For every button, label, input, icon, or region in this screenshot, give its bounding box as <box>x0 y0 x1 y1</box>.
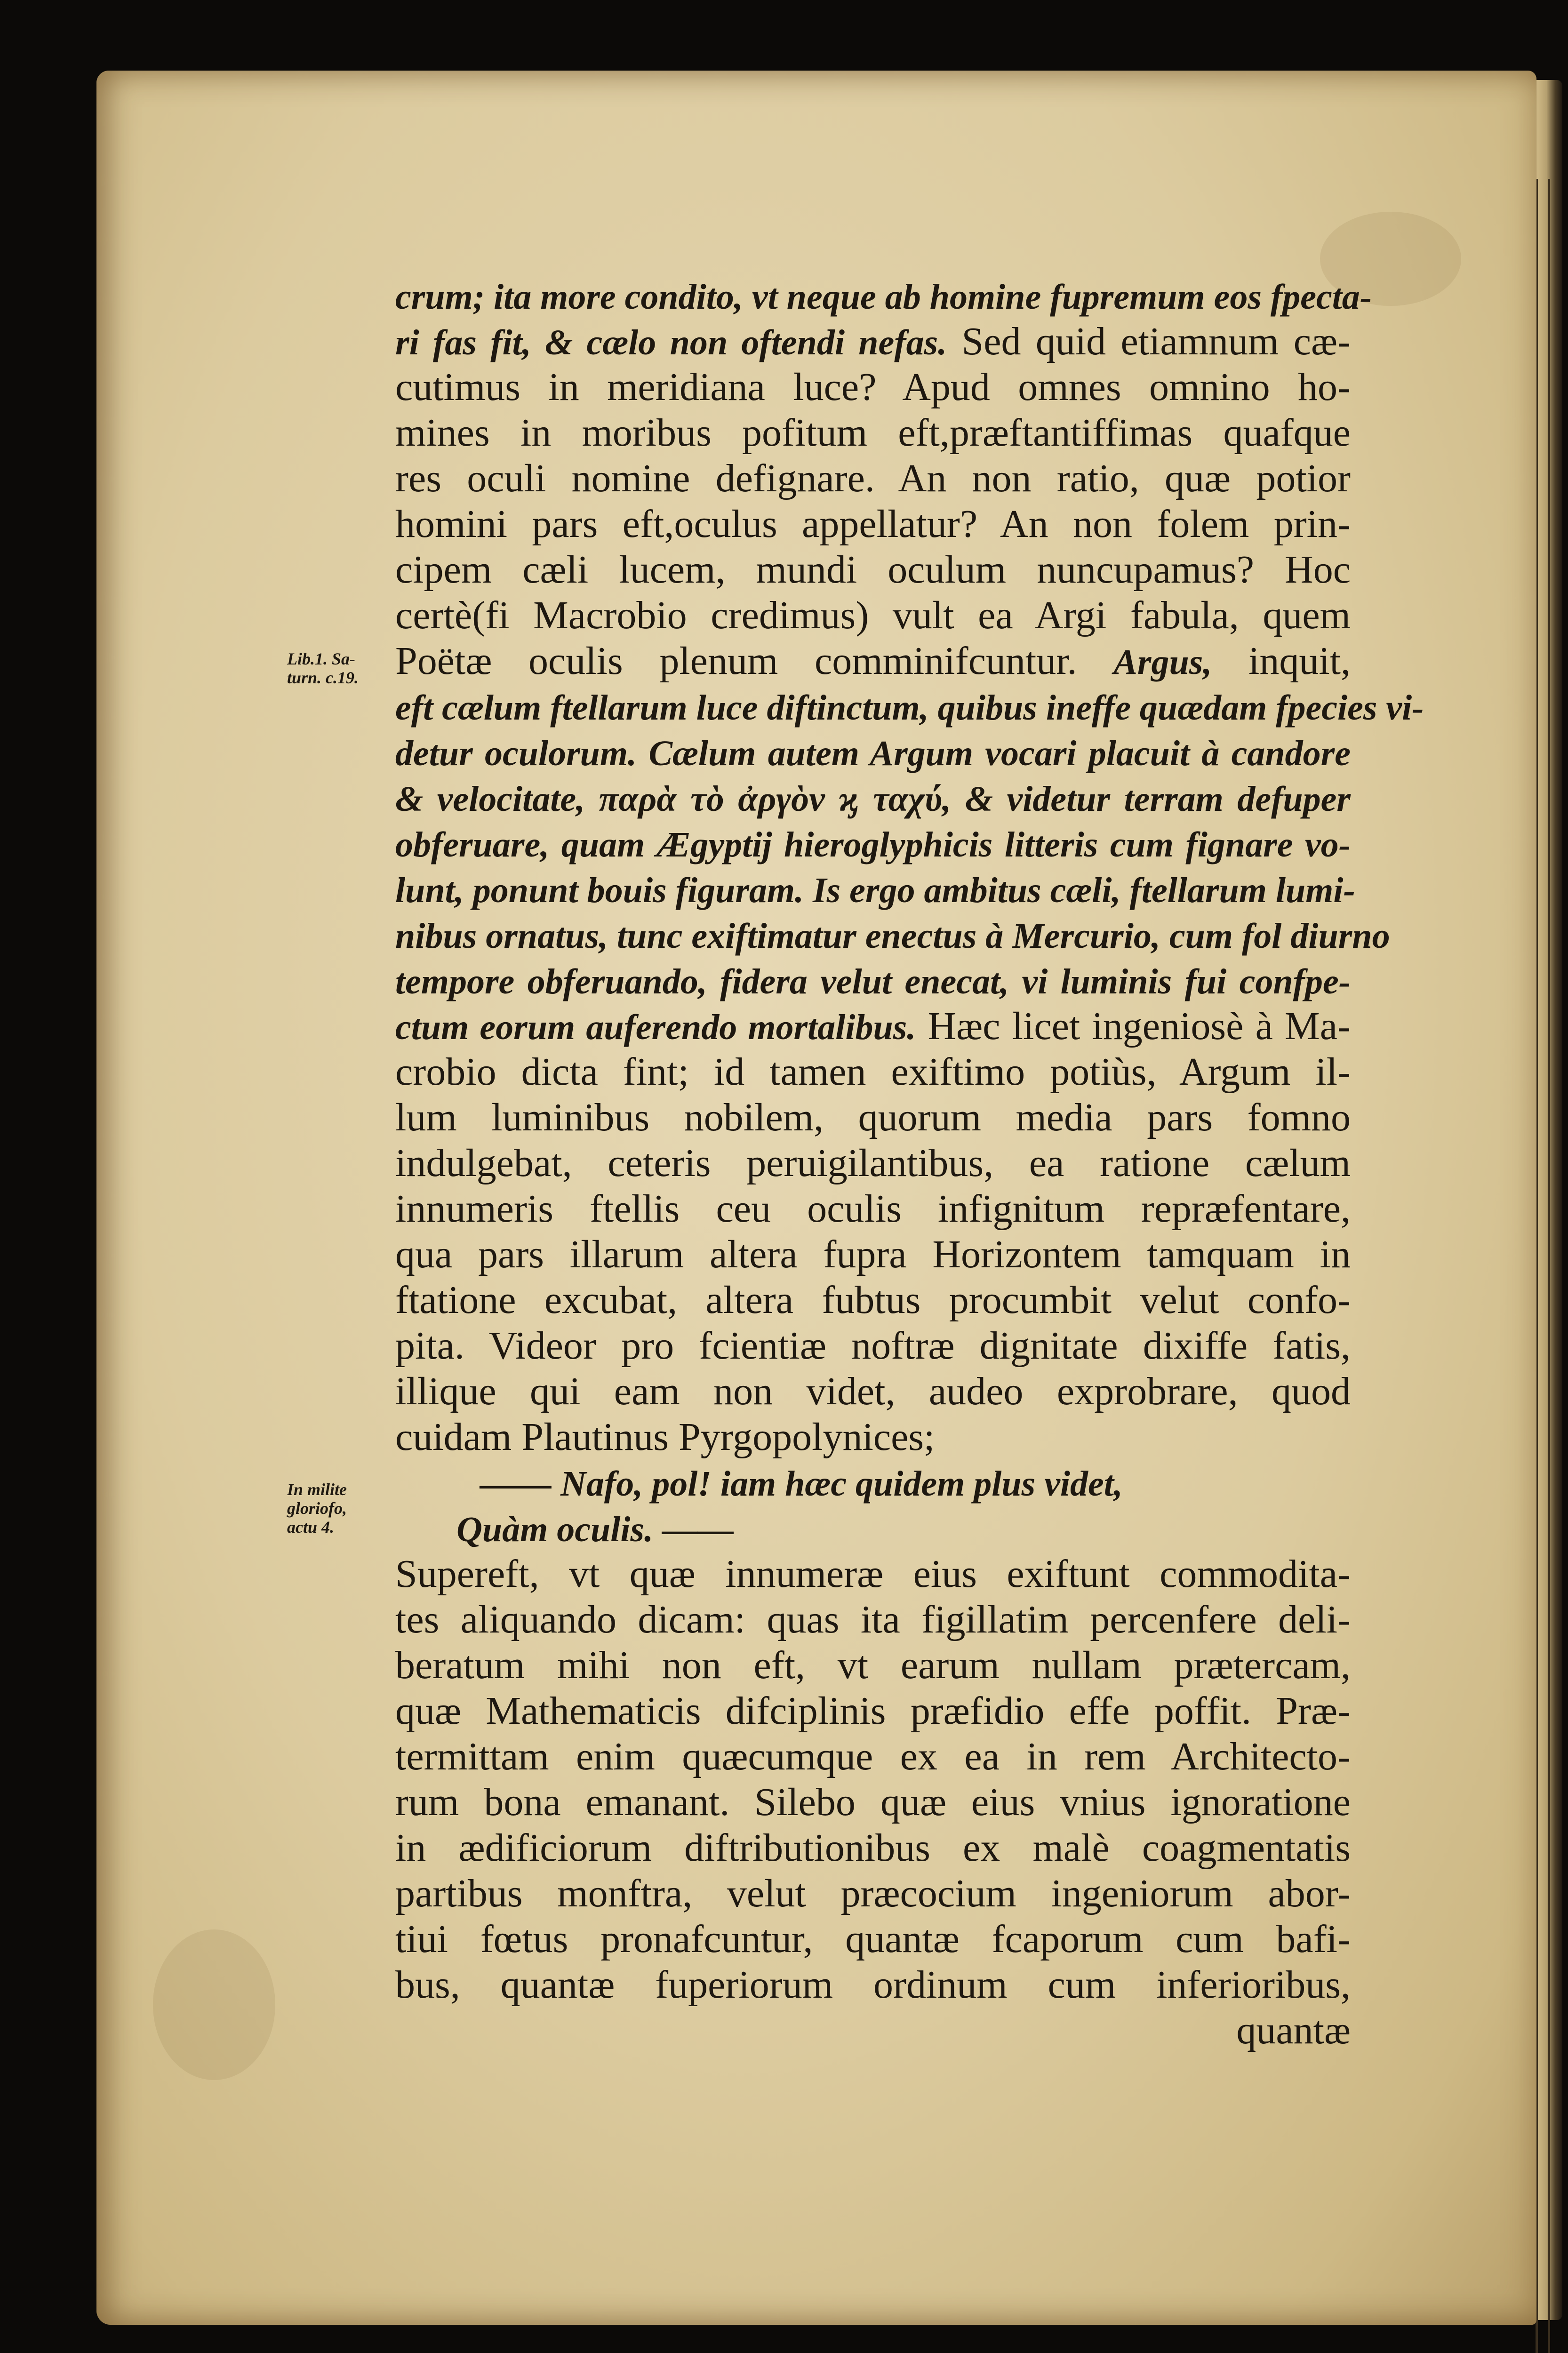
text-line <box>395 1642 1351 1688</box>
text-run: bus, quantæ fuperiorum ordinum cum inferioribus, <box>395 1963 1351 2007</box>
text-run: indulgebat, ceteris peruigilantibus, ea ratione cælum <box>395 1141 1351 1185</box>
text-line <box>395 729 1351 775</box>
text-line <box>395 592 1351 638</box>
margin-note-line: In milite <box>287 1480 347 1499</box>
text-line <box>395 364 1351 410</box>
margin-note-line: Lib.1. Sa- <box>287 649 356 668</box>
text-run: ftatione excubat, altera fubtus procumbit velut confo- <box>395 1278 1351 1322</box>
text-line <box>395 1688 1351 1734</box>
text-run: tes aliquando dicam: quas ita figillatim percenfere deli- <box>395 1598 1351 1641</box>
text-run: Supereft, vt quæ innumeræ eius exiftunt commodita- <box>395 1552 1351 1596</box>
text-run: cuidam Plautinus Pyrgopolynices; <box>395 1415 935 1459</box>
italic-text-run: lunt, ponunt bouis figuram. Is ergo ambitus cæli, ftellarum lumi- <box>395 871 1355 910</box>
text-run: rum bona emanant. Silebo quæ eius vnius ignoratione <box>395 1780 1351 1824</box>
body-text <box>395 273 1424 2053</box>
paper-stain <box>153 1929 275 2080</box>
text-run: mines in moribus pofitum eft,præftantiffimas quafque <box>395 411 1351 455</box>
text-run: Poëtæ oculis plenum comminifcuntur. <box>395 639 1114 683</box>
margin-note-macrobius <box>287 649 400 687</box>
italic-text-run: ri fas fit, & cælo non oftendi nefas. <box>395 323 947 362</box>
text-line <box>395 319 1351 364</box>
text-line <box>395 1232 1351 1277</box>
italic-text-run: —— Nafo, pol! iam hæc quidem plus videt, <box>480 1464 1123 1504</box>
text-run: illique qui eam non videt, audeo exprobrare, quod <box>395 1369 1351 1413</box>
text-line <box>395 273 1372 319</box>
italic-text-run: tempore obferuando, fidera velut enecat, vi luminis fui confpe- <box>395 962 1351 1001</box>
text-line <box>395 775 1351 821</box>
text-line <box>395 456 1351 501</box>
text-run: termittam enim quæcumque ex ea in rem Architecto- <box>395 1735 1351 1778</box>
text-run: innumeris ftellis ceu oculis infignitum repræfentare, <box>395 1187 1351 1231</box>
text-line <box>395 958 1351 1003</box>
text-line <box>395 1186 1351 1232</box>
text-run: tiui fœtus pronafcuntur, quantæ fcaporum cum bafi- <box>395 1917 1351 1961</box>
italic-text-run: nibus ornatus, tunc exiftimatur enectus à Mercurio, cum fol diurno <box>395 916 1390 956</box>
text-line <box>395 1779 1351 1825</box>
italic-text-run: eft cælum ftellarum luce diftinctum, quibus ineffe quædam fpecies vi- <box>395 688 1424 728</box>
margin-note-line: turn. c.19. <box>287 668 359 687</box>
text-line <box>395 1916 1351 1962</box>
text-run: Sed quid etiamnum cæ- <box>947 320 1351 363</box>
text-line <box>395 1551 1351 1597</box>
text-line <box>395 547 1351 592</box>
text-line <box>395 1962 1351 2008</box>
text-line <box>395 1597 1351 1642</box>
text-run: lum luminibus nobilem, quorum media pars fomno <box>395 1096 1351 1139</box>
text-line <box>395 410 1351 456</box>
text-line <box>395 1369 1351 1414</box>
text-line <box>395 1140 1351 1186</box>
text-run: cutimus in meridiana luce? Apud omnes omnino ho- <box>395 365 1351 409</box>
text-line <box>395 638 1351 684</box>
text-line <box>395 1825 1351 1871</box>
margin-note-line: actu 4. <box>287 1518 335 1537</box>
text-line <box>395 1323 1351 1369</box>
text-line <box>395 1460 1351 1505</box>
text-line <box>395 1003 1351 1049</box>
text-run: crobio dicta fint; id tamen exiftimo potiùs, Argum il- <box>395 1050 1351 1094</box>
margin-note-line: gloriofo, <box>287 1499 347 1518</box>
text-run: certè(fi Macrobio credimus) vult ea Argi fabula, quem <box>395 593 1351 637</box>
text-run: homini pars eft,oculus appellatur? An non folem prin- <box>395 502 1351 546</box>
text-run: Hæc licet ingeniosè à Ma- <box>916 1004 1351 1048</box>
italic-text-run: Quàm oculis. —— <box>456 1510 734 1549</box>
italic-text-run: & velocitate, παρὰ τὸ ἀργὸν ϗ ταχύ, & videtur terram defuper <box>395 779 1351 819</box>
text-line <box>395 1414 1351 1460</box>
text-line <box>395 501 1351 547</box>
italic-text-run: detur oculorum. Cælum autem Argum vocari placuit à candore <box>395 734 1351 773</box>
text-line <box>395 866 1355 912</box>
text-run: qua pars illarum altera fupra Horizontem tamquam in <box>395 1233 1351 1276</box>
text-line <box>395 1871 1351 1916</box>
text-line <box>395 2008 1351 2053</box>
text-run: res oculi nomine defignare. An non ratio, quæ potior <box>395 456 1351 500</box>
text-run: inquit, <box>1212 639 1351 683</box>
italic-text-run: obferuare, quam Ægyptij hieroglyphicis litteris cum fignare vo- <box>395 825 1351 864</box>
text-run: beratum mihi non eft, vt earum nullam prætercam, <box>395 1643 1351 1687</box>
text-line <box>395 912 1390 958</box>
text-run: cipem cæli lucem, mundi oculum nuncupamus? Hoc <box>395 548 1351 592</box>
text-line <box>395 821 1351 866</box>
margin-note-plautus <box>287 1480 400 1537</box>
text-run: pita. Videor pro fcientiæ noftræ dignitate dixiffe fatis, <box>395 1324 1351 1368</box>
italic-text-run: ctum eorum auferendo mortalibus. <box>395 1008 916 1047</box>
italic-text-run: Argus, <box>1113 642 1212 682</box>
text-line <box>395 1095 1351 1140</box>
page-edge-line <box>1548 179 1550 2353</box>
text-line <box>395 1049 1351 1095</box>
text-line <box>395 1277 1351 1323</box>
text-line <box>395 1734 1351 1779</box>
italic-text-run: crum; ita more condito, vt neque ab homine fupremum eos fpecta- <box>395 277 1372 317</box>
text-run: in ædificiorum diftributionibus ex malè coagmentatis <box>395 1826 1351 1870</box>
text-run: quantæ <box>1236 2009 1351 2052</box>
text-line <box>395 1505 1351 1551</box>
text-line <box>395 684 1424 729</box>
text-run: quæ Mathematicis difciplinis præfidio effe poffit. Præ- <box>395 1689 1351 1733</box>
text-run: partibus monftra, velut præcocium ingeniorum abor- <box>395 1872 1351 1915</box>
